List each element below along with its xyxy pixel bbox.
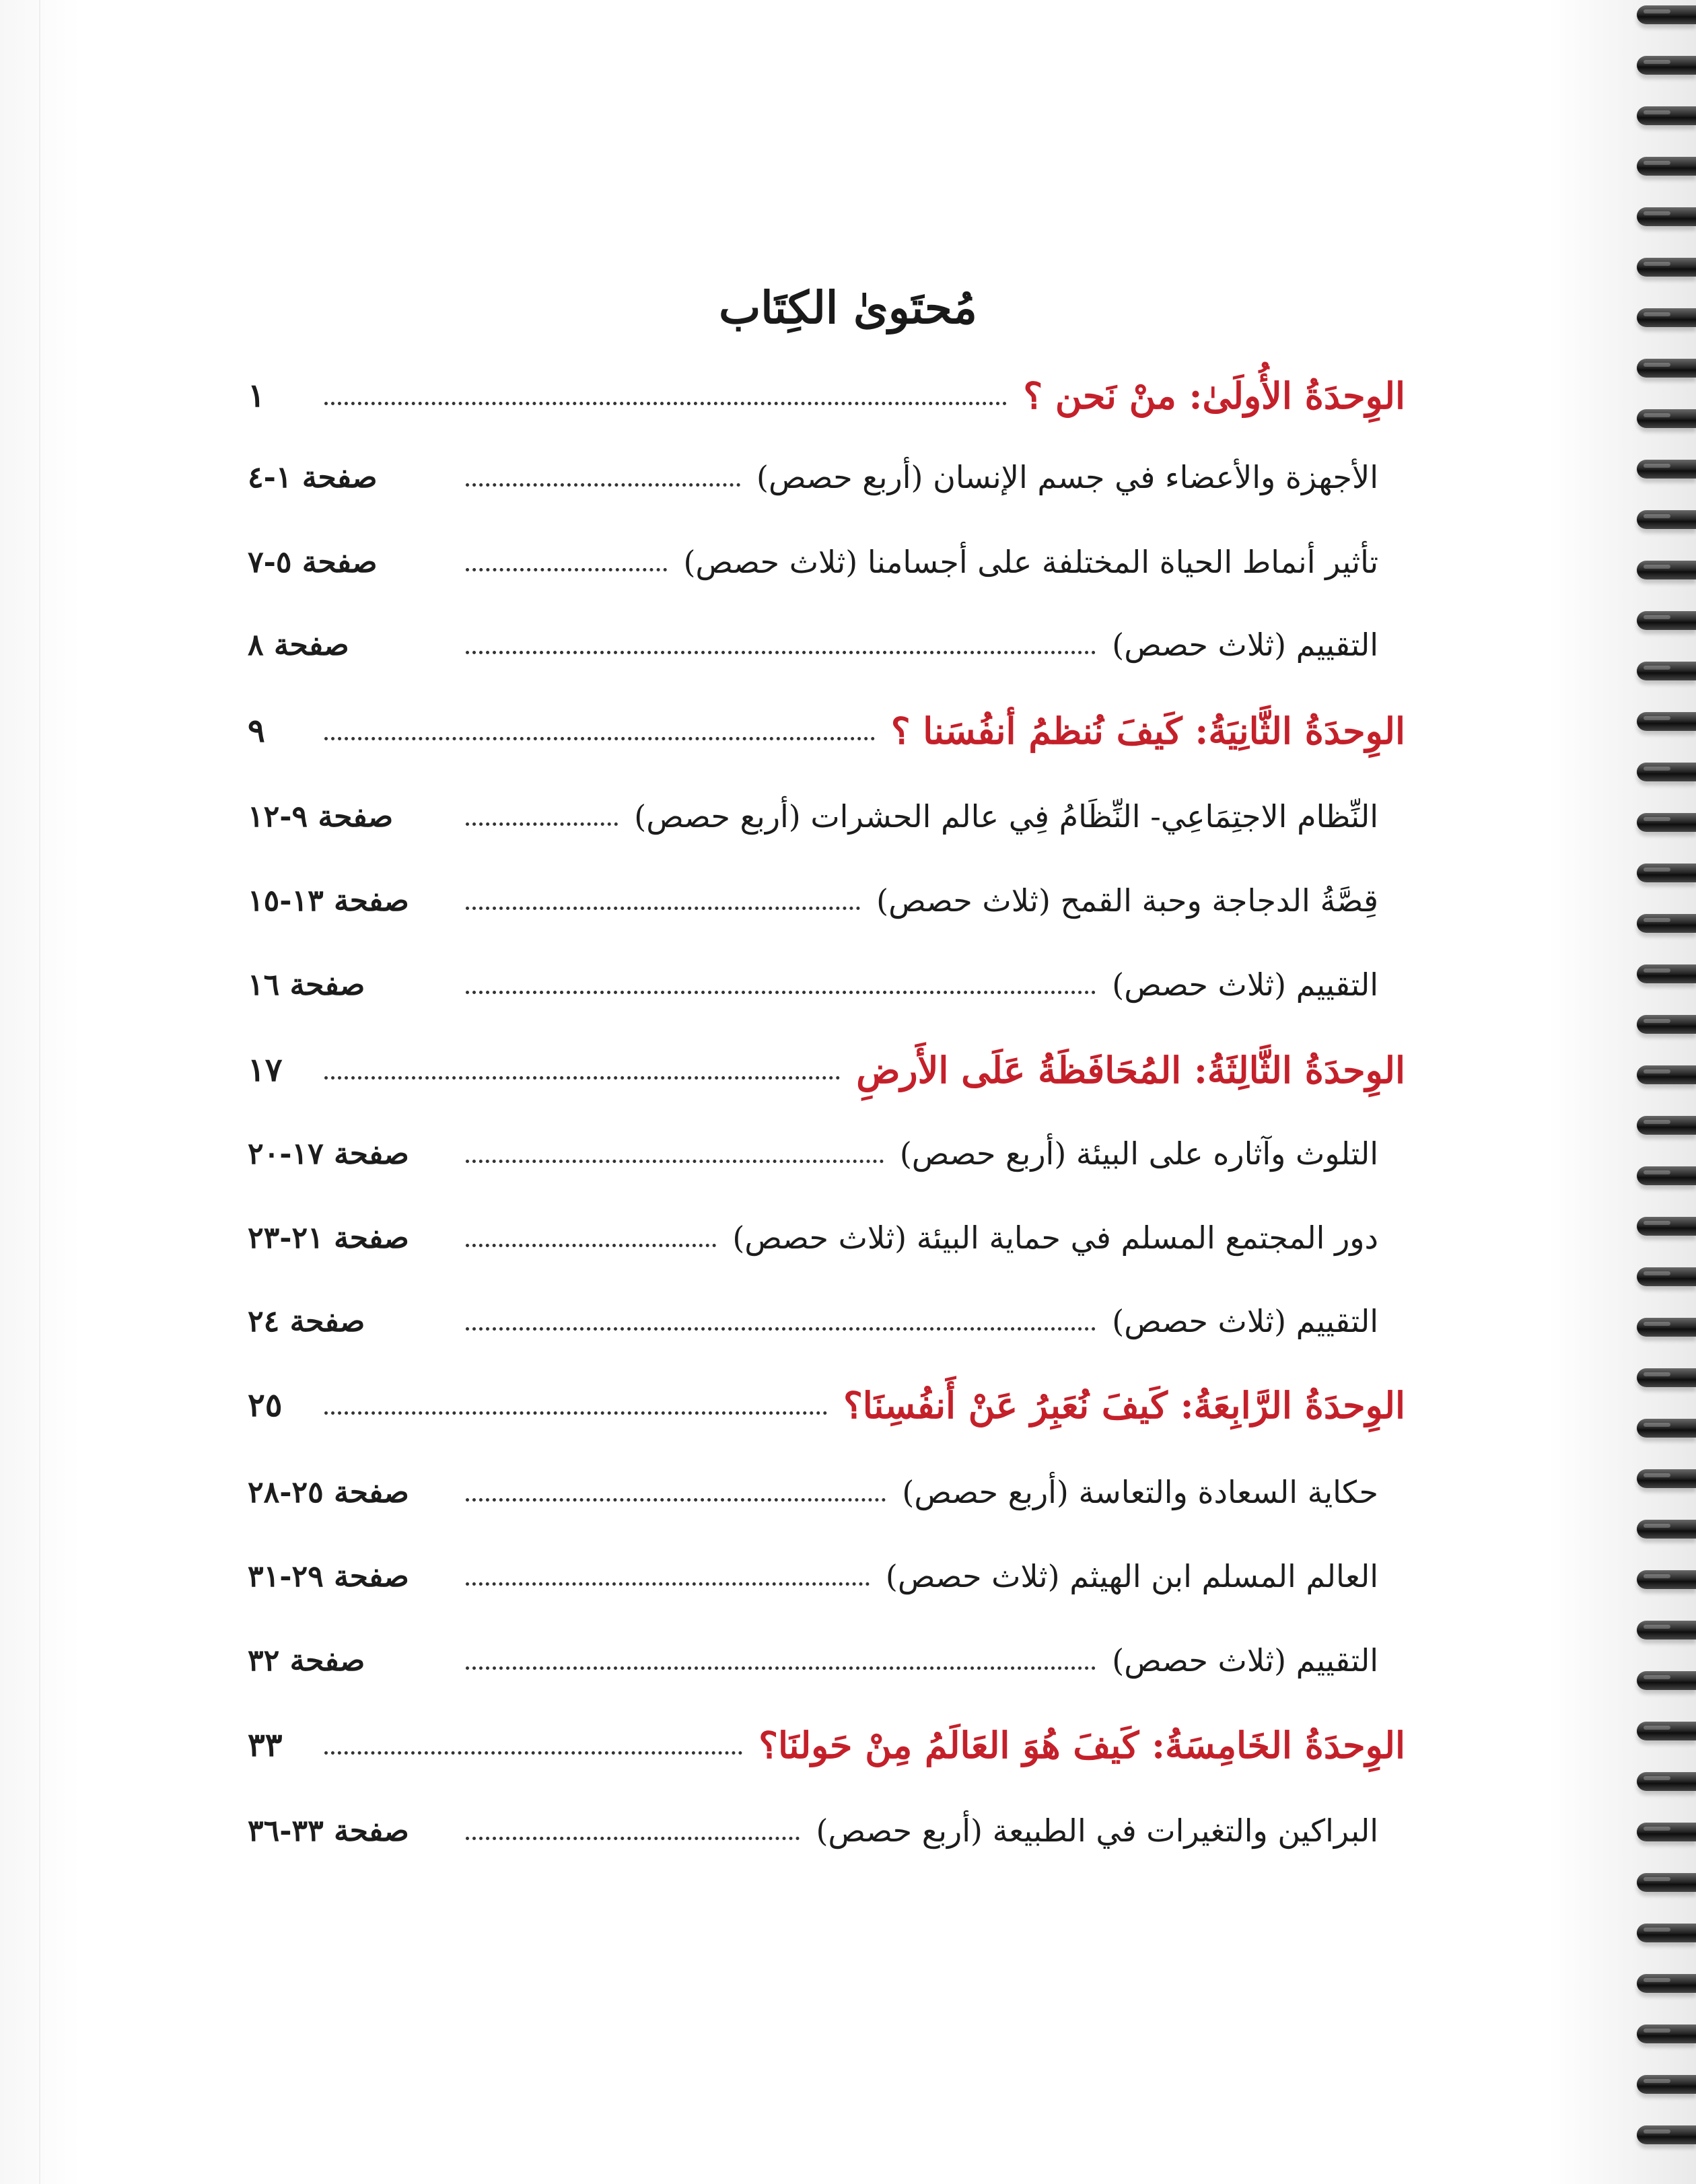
spiral-coil	[1637, 2075, 1696, 2094]
page-range: صفحة ٥-٧	[248, 544, 378, 579]
spiral-coil	[1637, 460, 1696, 479]
dot-leader	[466, 1327, 1096, 1331]
page-range: صفحة ٨	[248, 627, 349, 662]
dot-leader	[466, 1837, 800, 1840]
dot-leader	[466, 1498, 886, 1502]
lesson-title: التقييم (ثلاث حصص)	[1112, 1303, 1378, 1339]
spiral-coil	[1637, 1974, 1696, 1993]
lesson-title: العالم المسلم ابن الهيثم (ثلاث حصص)	[885, 1558, 1378, 1594]
spiral-coil	[1637, 207, 1696, 226]
page-number: ٩	[248, 712, 265, 750]
page-range: صفحة ٢٤	[248, 1304, 365, 1339]
toc-lesson	[248, 532, 1405, 592]
dot-leader	[324, 1751, 742, 1755]
spiral-coil	[1637, 1318, 1696, 1337]
toc-lesson	[248, 1630, 1405, 1691]
toc-lesson	[248, 1123, 1405, 1184]
toc-unit-1	[248, 365, 1405, 426]
spiral-coil	[1637, 1772, 1696, 1791]
spiral-coil	[1637, 157, 1696, 176]
lesson-title: حكاية السعادة والتعاسة (أربع حصص)	[902, 1474, 1378, 1510]
page-range: صفحة ٢٥-٢٨	[248, 1475, 409, 1510]
dot-leader	[466, 483, 740, 487]
spiral-coil	[1637, 813, 1696, 832]
spiral-coil	[1637, 763, 1696, 781]
toc-lesson	[248, 870, 1405, 931]
unit-title: الوِحدَةُ الأُولَىٰ: منْ نَحن ؟	[1023, 374, 1405, 417]
spiral-coil	[1637, 1924, 1696, 1942]
lesson-title: التقييم (ثلاث حصص)	[1112, 966, 1378, 1003]
spiral-coil	[1637, 1621, 1696, 1640]
spiral-coil	[1637, 1267, 1696, 1286]
spiral-coil	[1637, 561, 1696, 579]
page-range: صفحة ١٣-١٥	[248, 883, 409, 918]
lesson-title: البراكين والتغيرات في الطبيعة (أربع حصص)	[816, 1812, 1378, 1849]
page-number: ١٧	[248, 1051, 283, 1089]
dot-leader	[466, 991, 1096, 994]
page-number: ١	[248, 377, 265, 415]
spiral-coil	[1637, 611, 1696, 630]
page-range: صفحة ٩-١٢	[248, 799, 394, 834]
spiral-coil	[1637, 1722, 1696, 1740]
spiral-coil	[1637, 1419, 1696, 1438]
toc-unit-3	[248, 1040, 1405, 1100]
toc-unit-2	[248, 701, 1405, 761]
toc-lesson	[248, 447, 1405, 507]
toc-unit-5	[248, 1715, 1405, 1775]
spiral-coil	[1637, 1671, 1696, 1690]
lesson-title: قِصَّةُ الدجاجة وحبة القمح (ثلاث حصص)	[876, 882, 1378, 919]
spiral-coil	[1637, 964, 1696, 983]
page-range: صفحة ١٦	[248, 967, 365, 1002]
unit-title: الوِحدَةُ الثَّالِثَةُ: المُحَافَظَةُ عَلَى الأَرضِ	[856, 1049, 1405, 1092]
dot-leader	[324, 402, 1007, 405]
spiral-coil	[1637, 106, 1696, 125]
spiral-coil	[1637, 864, 1696, 882]
spiral-coil	[1637, 1166, 1696, 1185]
dot-leader	[466, 1160, 884, 1163]
spiral-coil	[1637, 1823, 1696, 1841]
page-range: صفحة ١٧-٢٠	[248, 1136, 409, 1171]
spiral-coil	[1637, 1520, 1696, 1539]
toc-lesson	[248, 1546, 1405, 1607]
dot-leader	[324, 1076, 840, 1080]
page-number: ٢٥	[248, 1386, 283, 1424]
spiral-coil	[1637, 1469, 1696, 1488]
dot-leader	[466, 907, 860, 910]
page-title: مُحتَوىٰ الكِتَاب	[719, 281, 977, 334]
page-number: ٣٣	[248, 1726, 283, 1764]
spiral-coil	[1637, 1116, 1696, 1135]
page-range: صفحة ٣٢	[248, 1643, 365, 1678]
lesson-title: التلوث وآثاره على البيئة (أربع حصص)	[899, 1135, 1378, 1172]
page-range: صفحة ٣٣-٣٦	[248, 1813, 409, 1848]
spiral-coil	[1637, 5, 1696, 24]
spiral-coil	[1637, 1873, 1696, 1892]
spiral-coil	[1637, 56, 1696, 75]
dot-leader	[466, 651, 1096, 654]
lesson-title: النِّظام الاجتِمَاعِي- النِّظَامُ فِي عالم الحشرات (أربع حصص)	[634, 798, 1378, 835]
dot-leader	[466, 568, 667, 571]
unit-title: الوِحدَةُ الرَّابِعَةُ: كَيفَ نُعَبِرُ عَنْ أَنفُسِنَا؟	[843, 1384, 1405, 1427]
lesson-title: التقييم (ثلاث حصص)	[1112, 1642, 1378, 1679]
spiral-coil	[1637, 510, 1696, 529]
toc-unit-4	[248, 1375, 1405, 1436]
toc-lesson	[248, 614, 1405, 675]
page-range: صفحة ١-٤	[248, 460, 378, 495]
spiral-coil	[1637, 1015, 1696, 1034]
dot-leader	[466, 1582, 870, 1586]
spiral-coil	[1637, 258, 1696, 277]
toc-lesson	[248, 1800, 1405, 1861]
toc-lesson	[248, 1207, 1405, 1268]
spiral-coil	[1637, 662, 1696, 680]
dot-leader	[324, 1411, 827, 1415]
spiral-coil	[1637, 2125, 1696, 2144]
spiral-coil	[1637, 1368, 1696, 1387]
page-range: صفحة ٢١-٢٣	[248, 1220, 409, 1255]
lesson-title: التقييم (ثلاث حصص)	[1112, 627, 1378, 663]
spiral-coil	[1637, 1217, 1696, 1236]
lesson-title: تأثير أنماط الحياة المختلفة على أجسامنا (ثلاث حصص)	[683, 544, 1378, 580]
lesson-title: دور المجتمع المسلم في حماية البيئة (ثلاث حصص)	[732, 1220, 1378, 1256]
spiral-coil	[1637, 712, 1696, 731]
spiral-coil	[1637, 1065, 1696, 1084]
spiral-coil	[1637, 359, 1696, 378]
toc-lesson	[248, 786, 1405, 847]
spiral-coil	[1637, 2024, 1696, 2043]
spiral-coil	[1637, 409, 1696, 428]
spiral-coil	[1637, 1570, 1696, 1589]
unit-title: الوِحدَةُ الخَامِسَةُ: كَيفَ هُوَ العَالَمُ مِنْ حَولنَا؟	[758, 1724, 1405, 1767]
dot-leader	[466, 1666, 1096, 1670]
toc-lesson	[248, 1462, 1405, 1522]
unit-title: الوِحدَةُ الثَّانِيَةُ: كَيفَ نُنظمُ أنفُسَنا ؟	[890, 709, 1405, 752]
toc-lesson	[248, 954, 1405, 1015]
dot-leader	[324, 737, 875, 740]
page-range: صفحة ٢٩-٣١	[248, 1559, 409, 1594]
spiral-coil	[1637, 914, 1696, 933]
dot-leader	[466, 1244, 716, 1247]
toc-lesson	[248, 1291, 1405, 1351]
lesson-title: الأجهزة والأعضاء في جسم الإنسان (أربع حصص)	[756, 459, 1378, 495]
dot-leader	[466, 822, 618, 826]
